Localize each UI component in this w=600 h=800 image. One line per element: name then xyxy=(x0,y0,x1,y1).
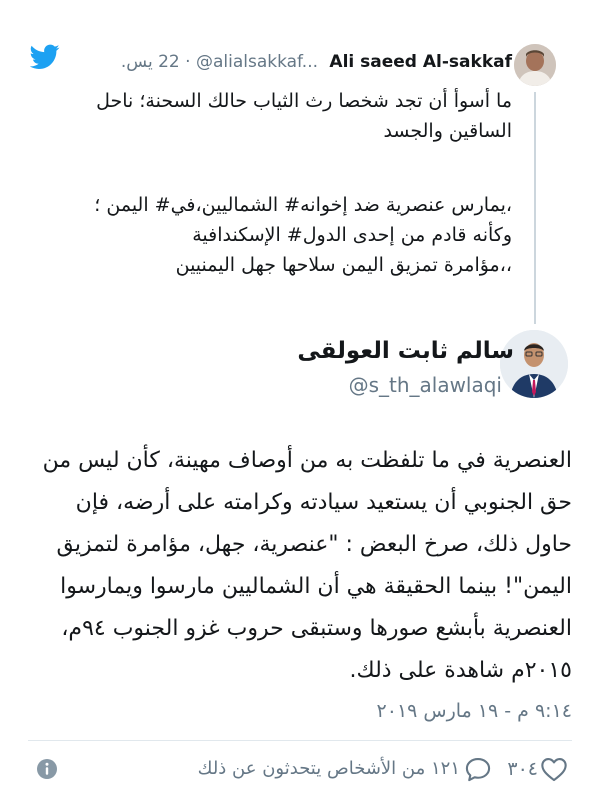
parent-tweet-header xyxy=(52,50,512,74)
info-icon[interactable] xyxy=(36,758,58,780)
header-separator: · xyxy=(185,52,191,72)
thread-connector-line xyxy=(534,92,536,324)
tweet-actions xyxy=(0,752,600,788)
heart-icon[interactable] xyxy=(540,756,568,782)
parent-line-4: ،،مؤامرة تمزيق اليمن سلاحها جهل اليمنيين xyxy=(175,254,512,276)
author-name[interactable]: سالم ثابت العولقى xyxy=(297,338,514,364)
likes-count[interactable]: ٣٠٤ xyxy=(507,758,538,780)
parent-line-3: وكأنه قادم من إحدى الدول# الإسكندافية xyxy=(192,224,512,246)
divider xyxy=(28,740,572,741)
parent-tweet-time[interactable]: 22 يس. xyxy=(120,52,180,72)
author-handle[interactable]: @s_th_alawlaqi xyxy=(348,373,502,397)
parent-author-handle[interactable]: @alialsakkaf... xyxy=(195,52,319,72)
speech-bubble-icon[interactable] xyxy=(464,756,492,782)
parent-avatar[interactable] xyxy=(514,44,556,86)
tweet-timestamp[interactable]: ٩:١٤ م - ١٩ مارس ٢٠١٩ xyxy=(376,700,572,722)
parent-line-2: ،يمارس عنصرية ضد إخوانه# الشماليين،في# اليمن ؛ xyxy=(94,194,512,216)
people-talking-link[interactable]: ١٢١ من الأشخاص يتحدثون عن ذلك xyxy=(197,758,460,779)
paragraph-gap xyxy=(82,146,512,190)
parent-line-1: ما أسوأ أن تجد شخصا رث الثياب حالك السحنة؛ ناحل الساقين والجسد xyxy=(96,90,512,142)
tweet-text: العنصرية في ما تلفظت به من أوصاف مهينة، كأن ليس من حق الجنوبي أن يستعيد سيادته وكرامته على أرضه، فإن حاول ذلك، صرخ البعض : "عنصرية، جهل، مؤامرة لتمزيق اليمن"! بينما الحقيقة هي أن الشماليين مارسوا ويمارسوا العنصرية بأبشع صورها وستبقى حروب غزو الجنوب ٩٤م، ٢٠١٥م شاهدة على ذلك. xyxy=(42,448,572,683)
avatar-photo xyxy=(514,44,556,86)
parent-author-name[interactable]: Ali saeed Al-sakkaf xyxy=(329,52,512,72)
parent-tweet[interactable] xyxy=(0,0,600,325)
parent-tweet-text xyxy=(82,86,512,280)
